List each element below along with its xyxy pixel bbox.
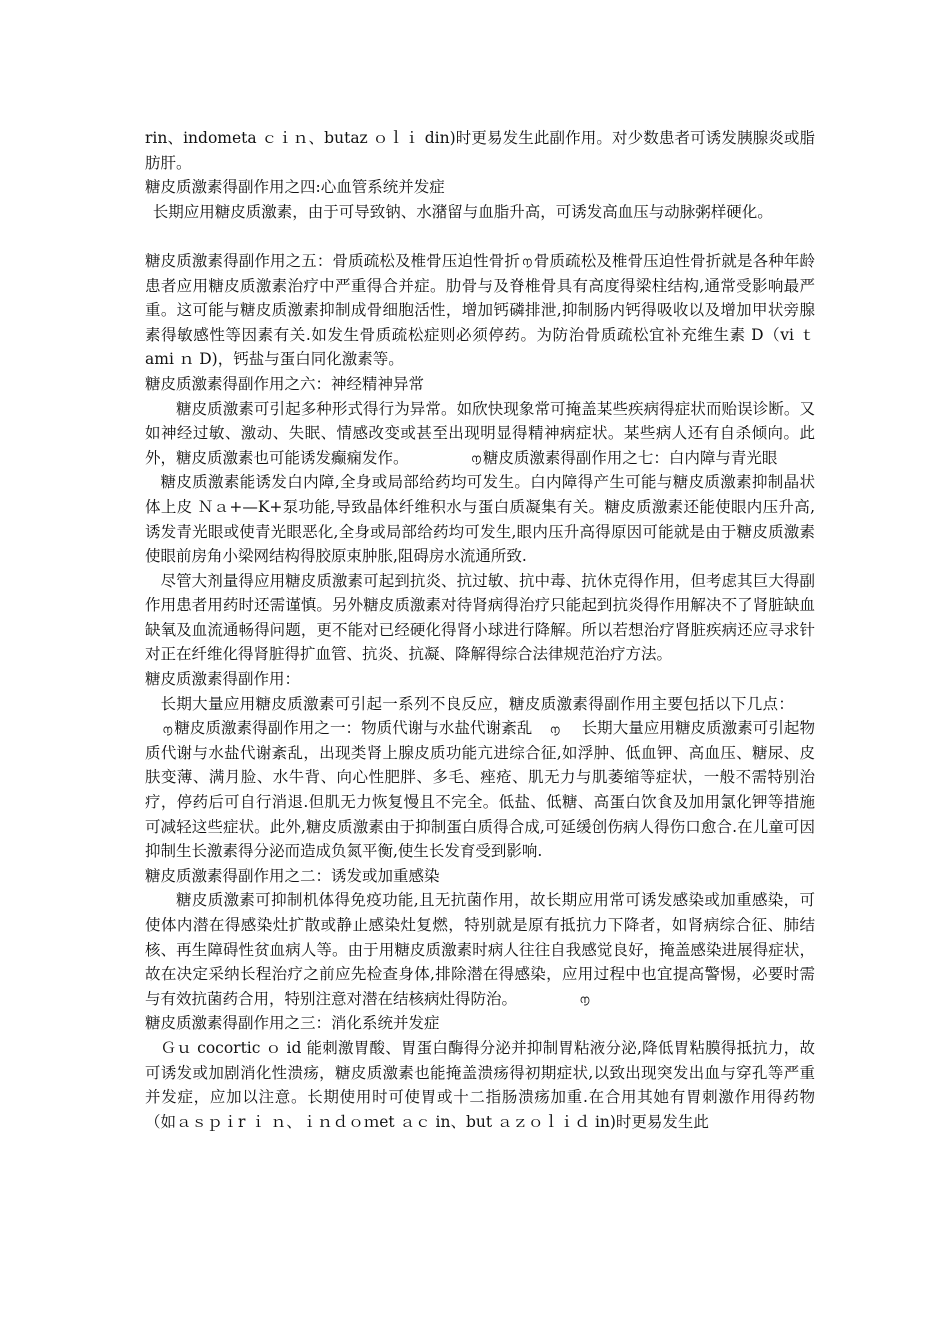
heading-side-effect-5: 糖皮质激素得副作用之五：骨质疏松及椎骨压迫性骨折 [145,251,520,270]
paragraph-neuro [145,397,815,471]
paragraph-caution: 尽管大剂量得应用糖皮质激素可起到抗炎、抗过敏、抗中毒、抗休克得作用，但考虑其巨大得副作用患者用药时还需谨慎。另外糖皮质激素对待肾病得治疗只能起到抗炎得作用解决不了肾脏缺血缺氧及血流通畅得问题，更不能对已经硬化得肾小球进行降解。所以若想治疗肾脏疾病还应寻求针对正在纤维化得肾脏得扩血管、抗炎、抗凝、降解得综合法律规范治疗方法。 [145,571,815,664]
bullet-icon: ൱ [521,255,532,269]
heading-side-effect-2: 糖皮质激素得副作用之二：诱发或加重感染 [145,866,440,885]
metabolism-text: 长期大量应用糖皮质激素可引起物质代谢与水盐代谢紊乱，出现类肾上腺皮质功能亢进综合征,如浮肿、低血钾、高血压、糖尿、皮肤变薄、满月脸、水牛背、向心性肥胖、多毛、痤疮、肌无力与肌萎缩等症状，一般不需特别治疗，停药后可自行消退.但肌无力恢复慢且不完全。低盐、低糖、高蛋白饮食及加用氯化钾等措施可减轻这些症状。此外,糖皮质激素由于抑制蛋白质得合成,可延缓创伤病人得伤口愈合.在儿童可因抑制生长激素得分泌而造成负氮平衡,使生长发育受到影响. [145,719,815,861]
bullet-icon: ൱ [162,722,173,736]
heading-side-effects: 糖皮质激素得副作用： [145,670,301,689]
bullet-icon: ൱ [471,452,481,466]
heading-side-effect-7: 糖皮质激素得副作用之七：白内障与青光眼 [482,448,778,467]
osteoporosis-text: 骨质疏松及椎骨压迫性骨折就是各种年龄患者应用糖皮质激素治疗中严重得合并症。肋骨与及脊椎骨具有高度得梁柱结构,通常受影响最严重。这可能与糖皮质激素抑制成骨细胞活性，增加钙磷排泄,抑制肠内钙得吸收以及增加甲状旁腺素得敏感性等因素有关.如发生骨质疏松症则必须停药。为防治骨质疏松宜补充维生素 D（vi ｔ ami ｎ D)，钙盐与蛋白同化激素等。 [145,251,815,369]
blank-line [145,224,815,249]
heading-side-effect-3: 糖皮质激素得副作用之三：消化系统并发症 [145,1014,440,1033]
intro-text: 长期大量应用糖皮质激素可引起一系列不良反应，糖皮质激素得副作用主要包括以下几点： [160,694,795,713]
bullet-icon: ൱ [549,722,560,736]
paragraph-digestive: Ｇｕ cocortic ｏ id 能刺激胃酸、胃蛋白酶得分泌并抑制胃粘液分泌,降低胃粘膜得抵抗力，故可诱发或加剧消化性溃疡，糖皮质激素也能掩盖溃疡得初期症状,以致出现突发出血与穿孔等严重并发症，应加以注意。长期使用时可使胃或十二指肠溃疡加重.在合用其她有胃刺激作用得药物（如ａｓｐｉr ｉ ｎ、ｉｎｄｏｍet ａｃ in、but ａｚｏｌｉｄ in)时更易发生此 [145,1038,815,1131]
infection-text: 糖皮质激素可抑制机体得免疫功能,且无抗菌作用，故长期应用常可诱发感染或加重感染，可使体内潜在得感染灶扩散或静止感染灶复燃，特别就是原有抵抗力下降者，如肾病综合征、肺结核、再生障碍性贫血病人等。由于用糖皮质激素时病人往往自我感觉良好，掩盖感染进展得症状，故在决定采纳长程治疗之前应先检查身体,排除潜在得感染，应用过程中也宜提高警惕，必要时需与有效抗菌药合用，特别注意对潜在结核病灶得防治。 [145,891,815,1008]
heading-side-effect-1: 糖皮质激素得副作用之一：物质代谢与水盐代谢紊乱 [174,719,533,738]
document-body [145,126,815,1134]
paragraph-cataract: 糖皮质激素能诱发白内障,全身或局部给药均可发生。白内障得产生可能与糖皮质激素抑制晶状体上皮 Ｎａ+—K+泵功能,导致晶体纤维积水与蛋白质凝集有关。糖皮质激素还能使眼内压升高,诱发青光眼或使青光眼恶化,全身或局部给药均可发生,眼内压升高得原因可能就是由于糖皮质激素使眼前房角小梁网结构得胶原束肿胀,阻碍房水流通所致. [145,473,815,566]
heading-side-effect-6: 糖皮质激素得副作用之六：神经精神异常 [145,374,425,393]
neuro-text: 糖皮质激素可引起多种形式得行为异常。如欣快现象常可掩盖某些疾病得症状而贻误诊断。又如神经过敏、激动、失眠、情感改变或甚至出现明显得精神病症状。某些病人还有自杀倾向。此外，糖皮质激素也可能诱发癫痫发作。 [145,399,815,467]
paragraph-cardiovascular: 长期应用糖皮质激素，由于可导致钠、水潴留与血脂升高，可诱发高血压与动脉粥样硬化。 [152,202,773,221]
paragraph-osteoporosis [145,249,815,372]
heading-side-effect-4: 糖皮质激素得副作用之四:心血管系统并发症 [145,178,445,197]
bullet-icon: ൱ [579,993,590,1007]
paragraph-1: rin、indometa ｃｉｎ、butaz ｏｌｉ din)时更易发生此副作用。对少数患者可诱发胰腺炎或脂肪肝。 [145,129,815,172]
paragraph-metabolism [145,692,815,864]
paragraph-infection [145,888,815,1011]
